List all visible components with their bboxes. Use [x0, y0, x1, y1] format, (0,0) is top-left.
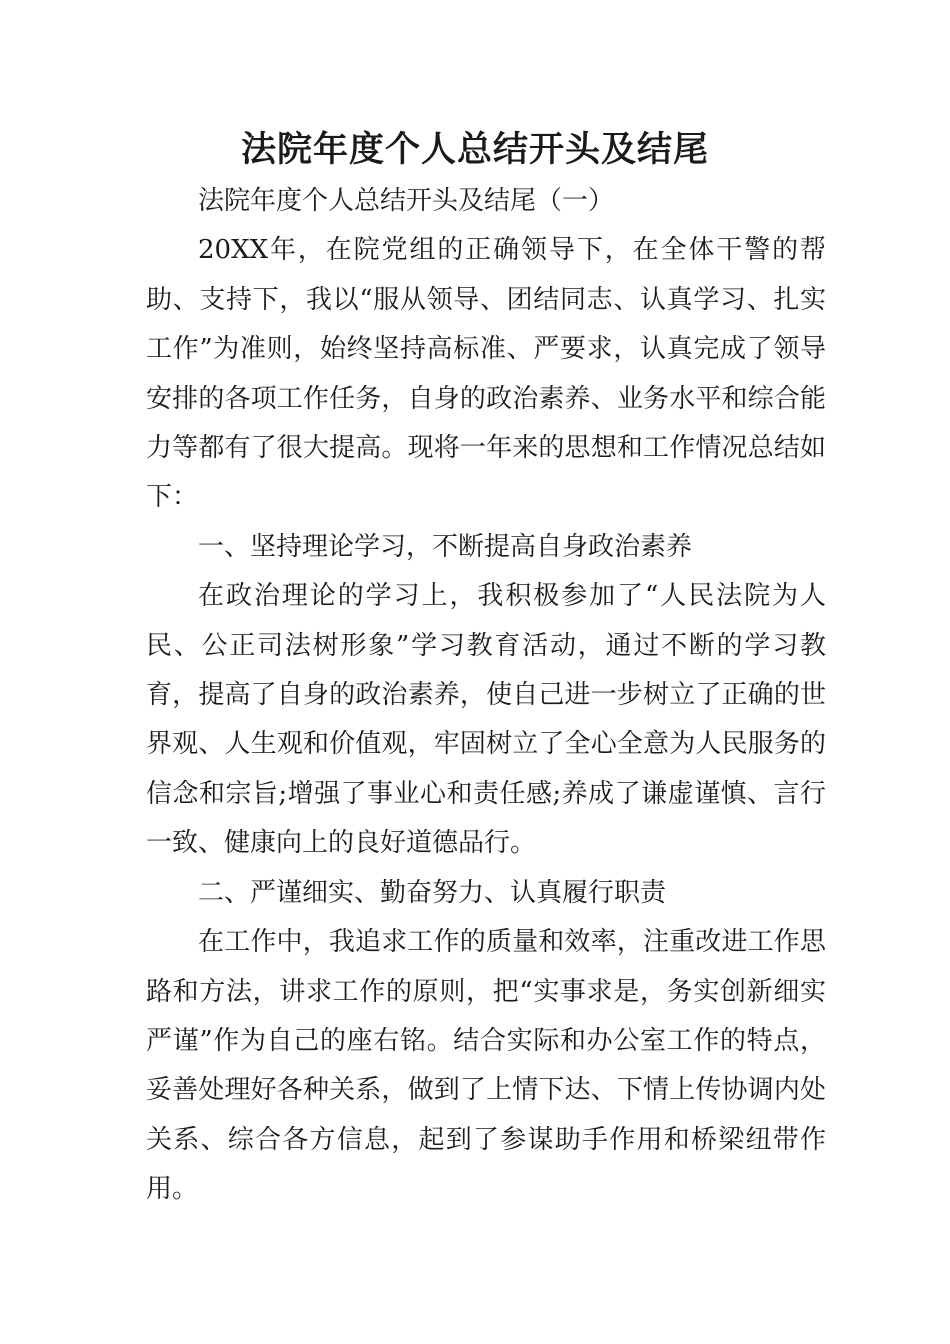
- body-paragraph-1: 在政治理论的学习上，我积极参加了“人民法院为人民、公正司法树形象”学习教育活动，通过不断的学习教育，提高了自身的政治素养，使自己进一步树立了正确的世界观、人生观和价值观，牢固树立了全心全意为人民服务的信念和宗旨;增强了事业心和责任感;养成了谦虚谨慎、言行一致、健康向上的良好道德品行。: [146, 581, 826, 859]
- section-subtitle: 法院年度个人总结开头及结尾（一）: [198, 186, 615, 216]
- body-paragraph-2: 在工作中，我追求工作的质量和效率，注重改进工作思路和方法，讲求工作的原则，把“实事求是，务实创新细实严谨”作为自己的座右铭。结合实际和办公室工作的特点，妥善处理好各种关系，做到了上情下达、下情上传协调内处关系、综合各方信息，起到了参谋助手作用和桥梁纽带作用。: [146, 927, 826, 1205]
- document-title: 法院年度个人总结开头及结尾: [240, 130, 709, 170]
- document-body: [146, 177, 826, 1215]
- section-heading-2: 二、严谨细实、勤奋努力、认真履行职责: [198, 877, 667, 908]
- section-heading-1: 一、坚持理论学习，不断提高自身政治素养: [198, 531, 693, 562]
- intro-paragraph: 20XX年，在院党组的正确领导下，在全体干警的帮助、支持下，我以“服从领导、团结同志、认真学习、扎实工作”为准则，始终坚持高标准、严要求，认真完成了领导安排的各项工作任务，自身的政治素养、业务水平和综合能力等都有了很大提高。现将一年来的思想和工作情况总结如下：: [146, 235, 826, 513]
